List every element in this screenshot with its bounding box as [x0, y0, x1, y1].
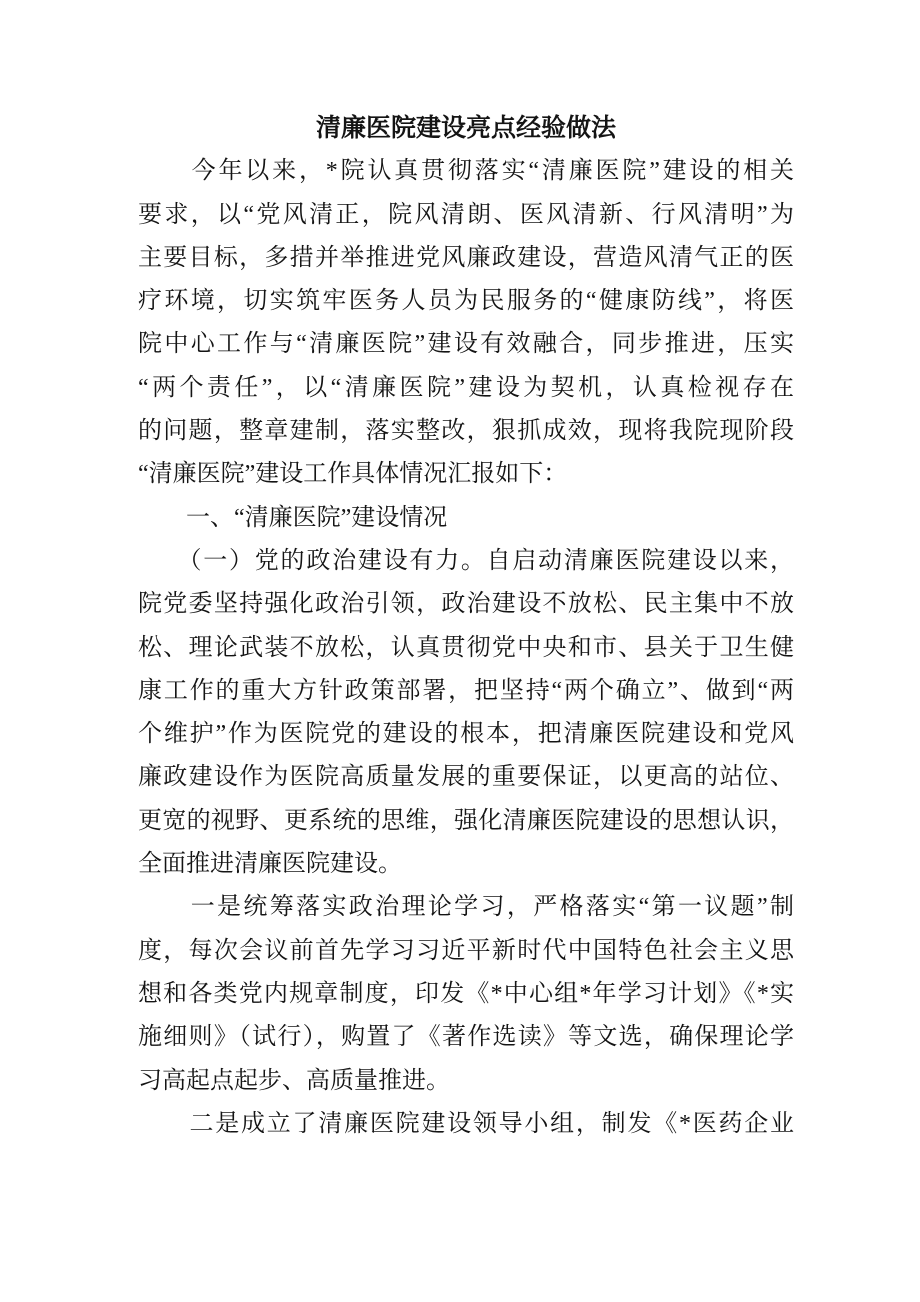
text-line: 主要目标，多措并举推进党风廉政建设，营造风清气正的医 [138, 244, 794, 271]
text-line: 二是成立了清廉医院建设领导小组，制发《*医药企业 [138, 1110, 794, 1137]
text-line: 康工作的重大方针政策部署，把坚持“两个确立”、做到“两 [138, 677, 794, 704]
text-line: 个维护”作为医院党的建设的根本，把清廉医院建设和党风 [138, 721, 794, 748]
text-line: 要求，以“党风清正，院风清朗、医风清新、行风清明”为 [138, 201, 794, 228]
text-line: “清廉医院”建设工作具体情况汇报如下： [138, 461, 568, 488]
point-1-paragraph [138, 886, 794, 1102]
text-line: 全面推进清廉医院建设。 [138, 851, 402, 878]
text-line: 院中心工作与“清廉医院”建设有效融合，同步推进，压实 [138, 331, 794, 358]
text-line: 施细则》（试行），购置了《著作选读》等文选，确保理论学 [138, 1024, 794, 1051]
text-line: 疗环境，切实筑牢医务人员为民服务的“健康防线”，将医 [138, 288, 794, 315]
text-line: 习高起点起步、高质量推进。 [138, 1067, 450, 1094]
text-line: 院党委坚持强化政治引领，政治建设不放松、民主集中不放 [138, 591, 794, 618]
document-body [138, 150, 794, 1146]
section-1-heading [138, 497, 794, 540]
text-line: 一是统筹落实政治理论学习，严格落实“第一议题”制 [138, 894, 794, 921]
text-line: 今年以来，*院认真贯彻落实“清廉医院”建设的相关 [138, 158, 794, 185]
intro-paragraph [138, 150, 794, 496]
point-2-paragraph [138, 1103, 794, 1146]
text-line: 廉政建设作为医院高质量发展的重要保证，以更高的站位、 [138, 764, 794, 791]
text-line: 松、理论武装不放松，认真贯彻党中央和市、县关于卫生健 [138, 634, 794, 661]
text-line: 想和各类党内规章制度，印发《*中心组*年学习计划》《*实 [138, 980, 794, 1007]
text-line: （一）党的政治建设有力。自启动清廉医院建设以来， [138, 547, 794, 574]
text-line: 度，每次会议前首先学习习近平新时代中国特色社会主义思 [138, 937, 794, 964]
text-line: 更宽的视野、更系统的思维，强化清廉医院建设的思想认识， [138, 807, 794, 834]
text-line: 的问题，整章建制，落实整改，狠抓成效，现将我院现阶段 [138, 418, 794, 445]
section-1-1-paragraph [138, 540, 794, 886]
text-line: 一、“清廉医院”建设情况 [138, 504, 448, 531]
text-line: “两个责任”，以“清廉医院”建设为契机，认真检视存在 [138, 374, 794, 401]
document-title: 清廉医院建设亮点经验做法 [315, 115, 616, 142]
